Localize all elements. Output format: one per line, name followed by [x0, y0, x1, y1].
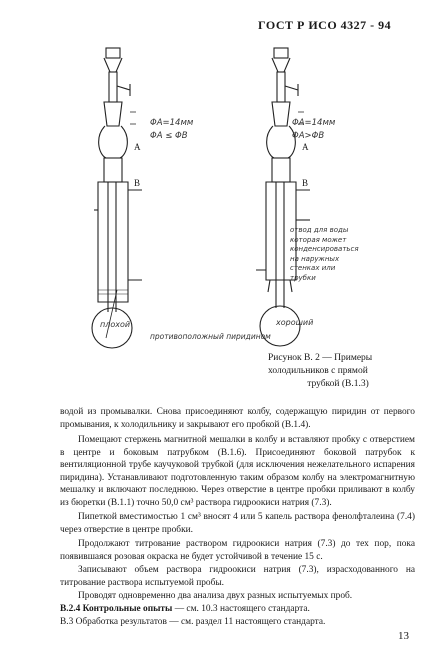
- paragraph-8: В.3 Обработка результатов — см. раздел 11 настоящего стандарта.: [60, 617, 326, 627]
- note-line: которая может: [290, 235, 347, 244]
- figure-bottom-label: противоположный пиридином: [150, 332, 271, 341]
- right-condenser-drawing: [256, 48, 310, 346]
- paragraph-4: Продолжают титрование раствором гидроокиси натрия (7.3) до тех пор, пока появившаяся розовая окраска не будет устойчивой в течение 15 с.: [60, 539, 415, 562]
- right-mark-a: A: [302, 142, 309, 152]
- note-line: стенках или: [290, 264, 336, 272]
- note-line: отвод для воды: [290, 226, 349, 234]
- paragraph-7: [60, 603, 415, 616]
- page-number: 13: [398, 630, 409, 642]
- right-diameter-label: ΦA=14мм: [292, 118, 336, 128]
- figure-caption: [268, 352, 408, 391]
- caption-line: трубкой (В.1.3): [307, 379, 369, 389]
- paragraph-3: Пипеткой вместимостью 1 см³ вносят 4 или 5 капель раствора фенолфталеина (7.4) через отверстие в центре пробки.: [60, 512, 415, 535]
- note-line: трубки: [290, 273, 316, 282]
- left-diameter-label: ΦA=14мм: [150, 118, 194, 128]
- caption-line: Рисунок В. 2 — Примеры холодильников с прямой: [268, 353, 373, 376]
- paragraph-1: водой из промывалки. Снова присоединяют колбу, содержащую пиридин от первого промывания, к холодильнику и закрывают его пробкой (В.1.4).: [60, 407, 415, 430]
- left-diameter-ratio: ΦA ≤ ΦB: [150, 131, 188, 141]
- document-header: ГОСТ Р ИСО 4327 - 94: [258, 18, 392, 32]
- condenser-figure: [60, 40, 400, 360]
- note-line: конденсироваться: [290, 245, 359, 253]
- right-diameter-ratio: ΦA>ΦB: [292, 131, 325, 141]
- right-mark-b: B: [302, 178, 309, 188]
- left-verdict: плохой: [100, 320, 131, 329]
- right-water-note: [290, 226, 370, 283]
- left-mark-b: B: [134, 178, 141, 188]
- right-verdict: хороший: [276, 318, 314, 327]
- paragraph-2: Помещают стержень магнитной мешалки в колбу и вставляют пробку с отверстием в центре и боковым патрубком (В.1.6). Присоединяют боковой патрубок к вентиляционной трубе каучуковой трубкой (для исключения нежелательного испарения пиридина). Устанавливают подготовленную таким образом колбу на электромагнитную мешалку и включают последнюю. Через отверстие в центре пробки приливают в колбу из бюретки (В.1.1) точно 50,0 см³ раствора гидроокиси натрия (7.3).: [60, 435, 415, 508]
- paragraph-6: Проводят одновременно два анализа двух разных испытуемых проб.: [78, 591, 353, 601]
- section-heading: В.2.4 Контрольные опыты: [60, 604, 173, 614]
- section-text: — см. 10.3 настоящего стандарта.: [172, 604, 310, 614]
- note-line: на наружных: [290, 254, 340, 263]
- paragraph-5: Записывают объем раствора гидроокиси натрия (7.3), израсходованного на титрование раствора испытуемой пробы.: [60, 565, 415, 588]
- left-mark-a: A: [134, 142, 141, 152]
- left-condenser-drawing: [92, 48, 142, 348]
